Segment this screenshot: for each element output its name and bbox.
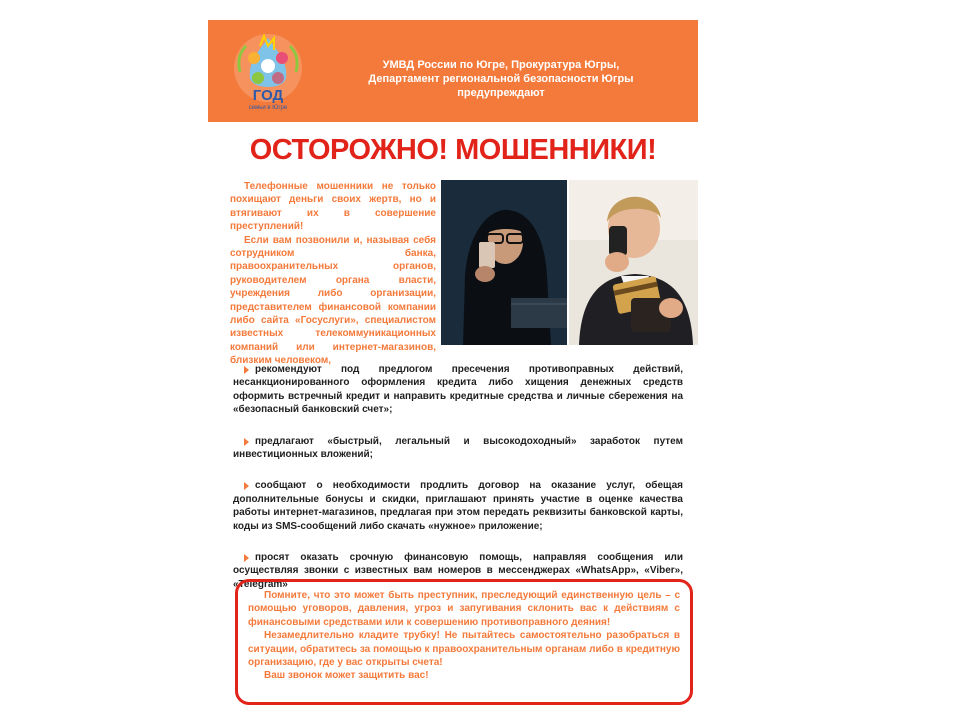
list-item-text: предлагают «быстрый, легальный и высокодоходный» заработок путем инвестиционных вложений; bbox=[233, 435, 683, 461]
header-banner bbox=[208, 20, 698, 122]
photo-collage bbox=[441, 180, 698, 345]
year-of-family-logo-icon bbox=[230, 32, 306, 112]
list-item-text: сообщают о необходимости продлить договор на оказание услуг, обещая дополнительные бонусы и скидки, приглашают принять участие в оценке качества работы интернет-магазинов, предлагая при этом передать реквизиты банковской карты, коды из SMS-сообщений либо скачать «нужное» приложение; bbox=[233, 480, 683, 532]
intro-paragraph: Если вам позвонили и, называя себя сотрудником банка, правоохранительных органов, руководителем органа власти, учреждения либо организации, представителем финансовой компании либо сайта «Госуслуги», специалистом известных телекоммуникационных компаний или интернет-магазинов, близким человеком, bbox=[230, 234, 436, 367]
bullet-arrow-icon bbox=[244, 438, 249, 446]
issuer-text: УМВД России по Югре, Прокуратура Югры, Департамент региональной безопасности Югры предупреждают bbox=[368, 59, 634, 99]
logo-title: ГОД bbox=[252, 87, 284, 104]
warning-paragraph: Незамедлительно кладите трубку! Не пытайтесь самостоятельно разобраться в ситуации, обратитесь за помощью к правоохранительным органам либо в кредитную организацию, где у вас открыты счета! bbox=[248, 630, 680, 669]
list-item bbox=[233, 479, 683, 533]
list-item bbox=[233, 363, 683, 417]
bullet-arrow-icon bbox=[244, 554, 249, 562]
man-on-phone-with-bank-card-photo bbox=[569, 180, 698, 345]
warning-paragraph: Помните, что это может быть преступник, преследующий единственную цель – с помощью уговоров, давления, угроз и запугивания склонить вас к действиям с финансовыми средствами или к совершению противоправного деяния! bbox=[248, 590, 680, 628]
logo-graphic bbox=[230, 32, 306, 112]
warning-box bbox=[235, 579, 693, 705]
bullet-arrow-icon bbox=[244, 482, 249, 490]
hooded-hacker-with-phone-photo bbox=[441, 180, 567, 345]
page-title: ОСТОРОЖНО! МОШЕННИКИ! bbox=[249, 134, 657, 166]
warning-paragraph: Ваш звонок может защитить вас! bbox=[264, 670, 429, 682]
logo-subtitle: семьи в Югре bbox=[248, 105, 288, 111]
list-item-text: рекомендуют под предлогом пресечения противоправных действий, несанкционированного оформления кредита либо хищения денежных средств оформить встречный кредит и направить кредитные средства и личные сбережения на «безопасный банковский счет»; bbox=[233, 364, 683, 416]
intro-text bbox=[230, 180, 436, 368]
bullet-arrow-icon bbox=[244, 366, 249, 374]
list-item-text: просят оказать срочную финансовую помощь, направляя сообщения или осуществляя звонки с известных вам номеров в мессенджерах «WhatsApp», «Viber», «Telegram» bbox=[233, 552, 683, 590]
fraud-schemes-list bbox=[233, 363, 683, 609]
intro-paragraph: Телефонные мошенники не только похищают деньги своих жертв, но и втягивают их в совершение преступлений! bbox=[230, 181, 436, 233]
list-item bbox=[233, 435, 683, 462]
leaflet-page bbox=[208, 20, 698, 710]
